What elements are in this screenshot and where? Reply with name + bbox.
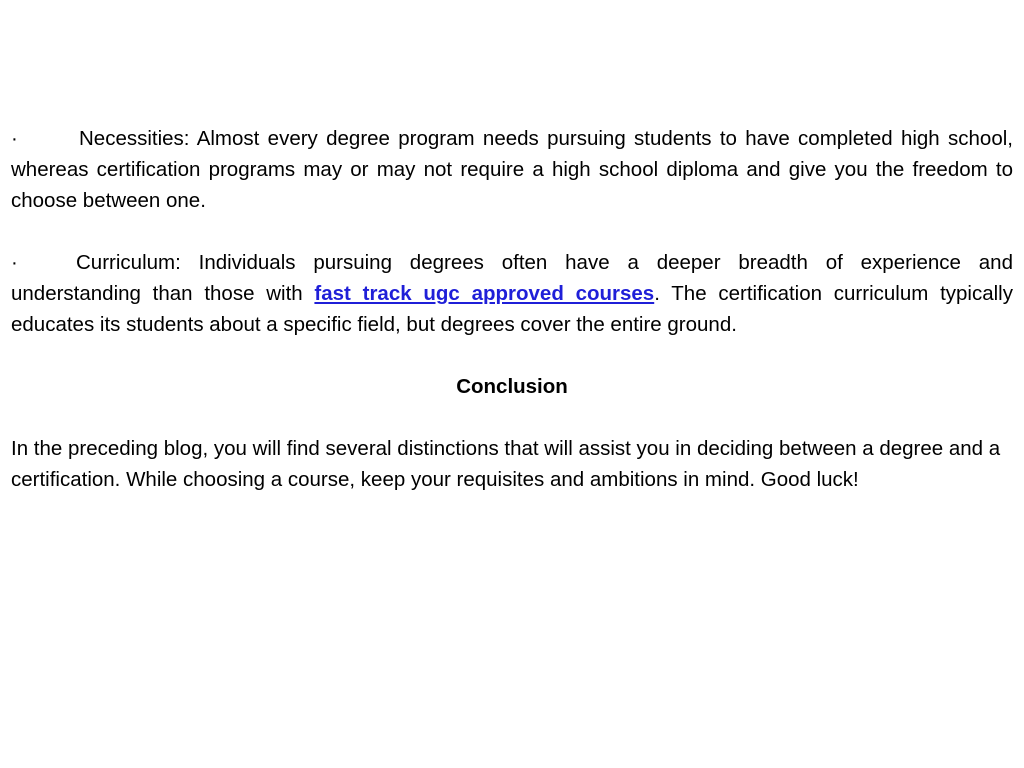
spacer [11, 340, 1013, 371]
spacer [11, 216, 1013, 247]
bullet-marker: · [11, 251, 18, 274]
necessities-paragraph [11, 123, 1013, 216]
necessities-text: Necessities: Almost every degree program needs pursuing students to have completed high school, whereas certification programs may or may not require a high school diploma and give you the freedom to choose between one. [11, 127, 1013, 212]
conclusion-heading: Conclusion [456, 375, 568, 398]
curriculum-text-after-link: . The certification curriculum typically educates its students about a specific field, but degrees cover the entire ground. [11, 282, 1013, 336]
curriculum-text-before-link: Curriculum: Individuals pursuing degrees often have a deeper breadth of experience and understanding than those with [11, 251, 1013, 305]
bullet-marker: · [11, 127, 18, 150]
courses-link[interactable]: fast track ugc approved courses [314, 282, 655, 305]
curriculum-paragraph [11, 247, 1013, 340]
conclusion-paragraph: In the preceding blog, you will find several distinctions that will assist you in deciding between a degree and a certification. While choosing a course, keep your requisites and ambitions in mind. Good luck! [11, 437, 1001, 491]
spacer [11, 402, 1013, 433]
